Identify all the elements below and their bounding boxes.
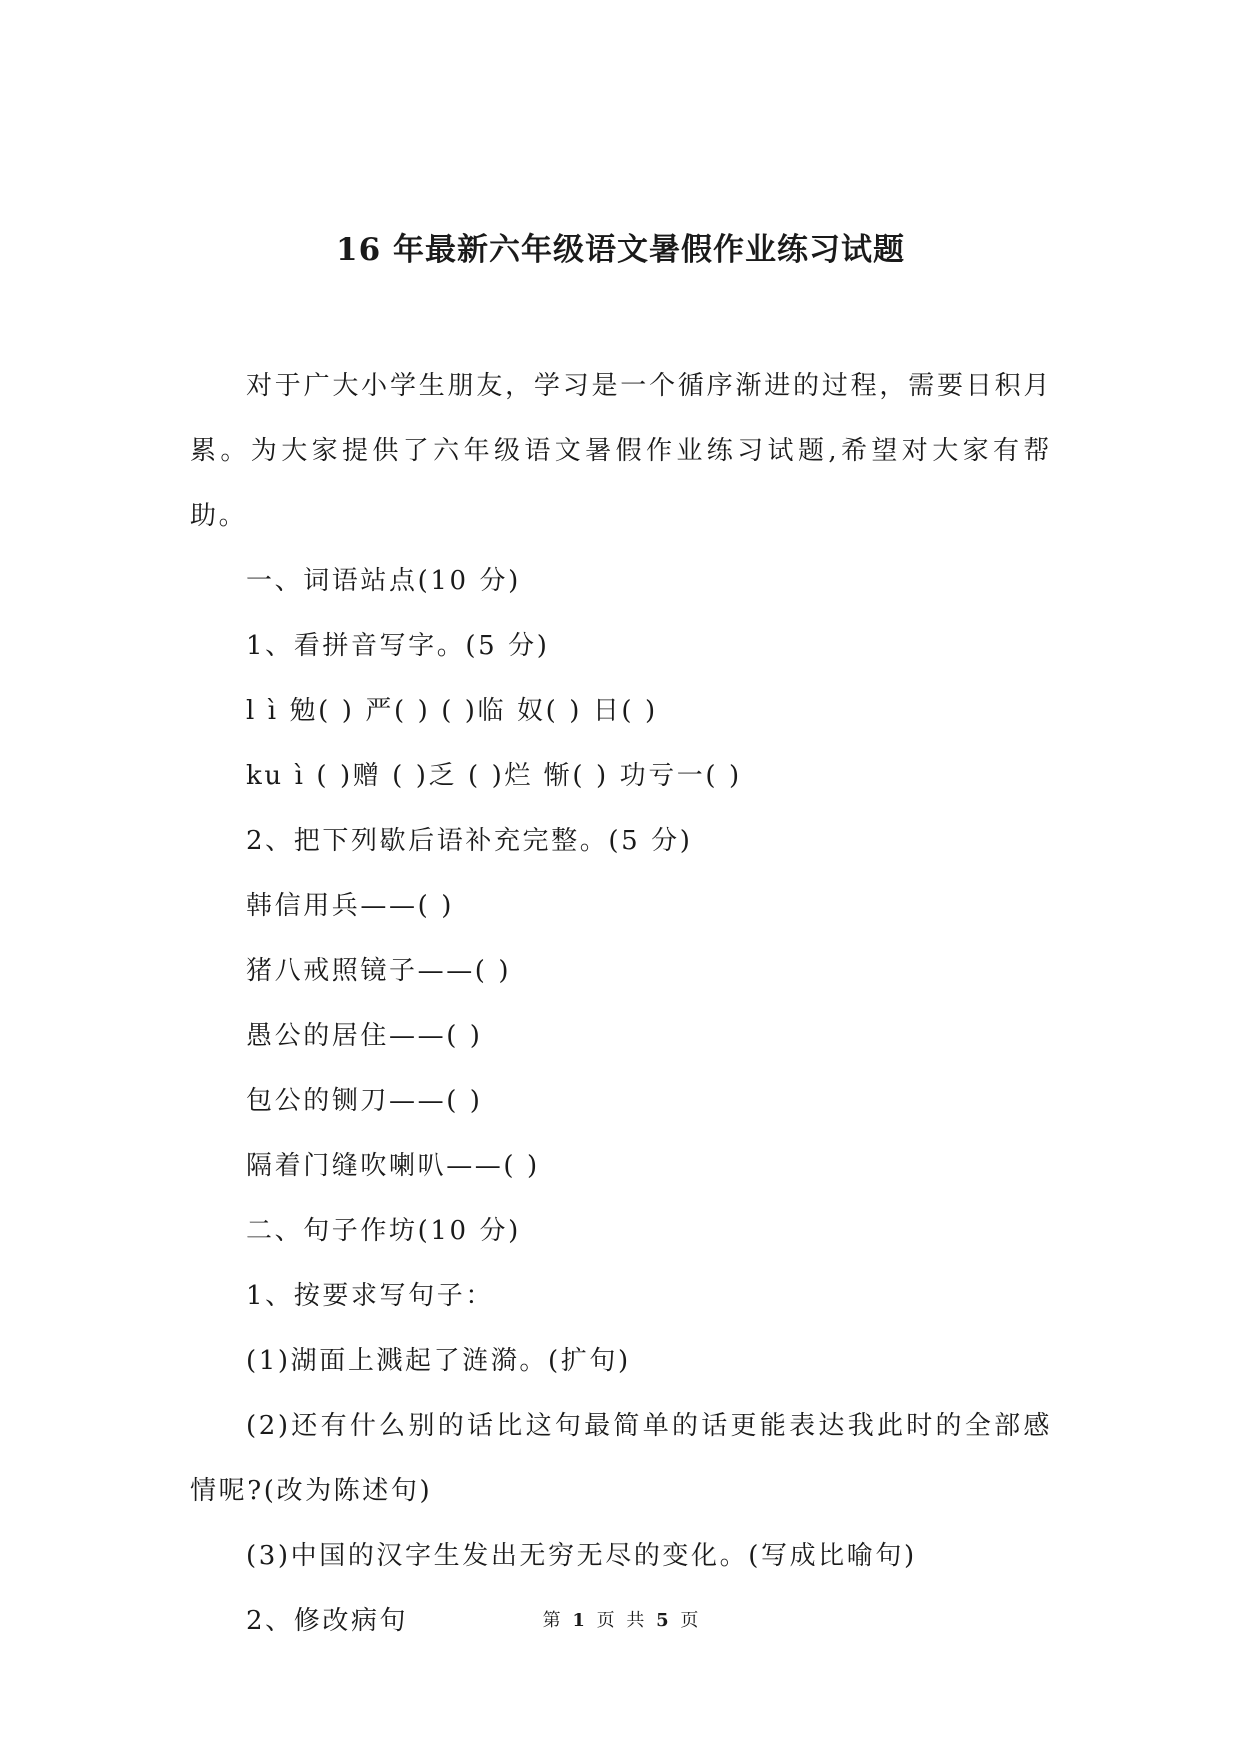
xiehouyu-item: 愚公的居住——( ) [246, 1021, 483, 1051]
page-footer [0, 1606, 1241, 1632]
pinyin-row-kui: ku ì ( )赠 ( )乏 ( )烂 惭( ) 功亏一( ) [246, 761, 742, 791]
question-pinyin: 1、看拼音写字。(5 分) [246, 631, 550, 661]
question-rewrite-sentences: 1、按要求写句子： [246, 1281, 494, 1311]
xiehouyu-item: 包公的铡刀——( ) [246, 1086, 483, 1116]
document-body [190, 354, 1052, 1654]
xiehouyu-item: 韩信用兵——( ) [246, 891, 454, 921]
sentence-item: (2)还有什么别的话比这句最简单的话更能表达我此时的全部感情呢?(改为陈述句) [190, 1411, 1052, 1506]
footer-middle: 页 共 [596, 1610, 645, 1631]
pinyin-row-li: l ì 勉( ) 严( ) ( )临 奴( ) 日( ) [246, 696, 658, 726]
footer-total-pages: 5 [656, 1610, 669, 1631]
sentence-item: (3)中国的汉字生发出无穷无尽的变化。(写成比喻句) [246, 1541, 917, 1571]
document-title: 16 年最新六年级语文暑假作业练习试题 [336, 232, 905, 268]
sentence-item: (1)湖面上溅起了涟漪。(扩句) [246, 1346, 631, 1376]
footer-page-number: 1 [572, 1610, 585, 1631]
footer-prefix: 第 [542, 1610, 561, 1631]
intro-paragraph: 对于广大小学生朋友，学习是一个循序渐进的过程，需要日积月累。为大家提供了六年级语文暑假作业练习试题,希望对大家有帮助。 [190, 371, 1052, 531]
section-heading-sentences: 二、句子作坊(10 分) [246, 1216, 521, 1246]
section-heading-vocabulary: 一、词语站点(10 分) [246, 566, 521, 596]
xiehouyu-item: 隔着门缝吹喇叭——( ) [246, 1151, 540, 1181]
question-xiehouyu: 2、把下列歇后语补充完整。(5 分) [246, 826, 693, 856]
xiehouyu-item: 猪八戒照镜子——( ) [246, 956, 512, 986]
footer-suffix: 页 [680, 1610, 699, 1631]
question-fix-sentences: 2、修改病句 [246, 1606, 409, 1636]
